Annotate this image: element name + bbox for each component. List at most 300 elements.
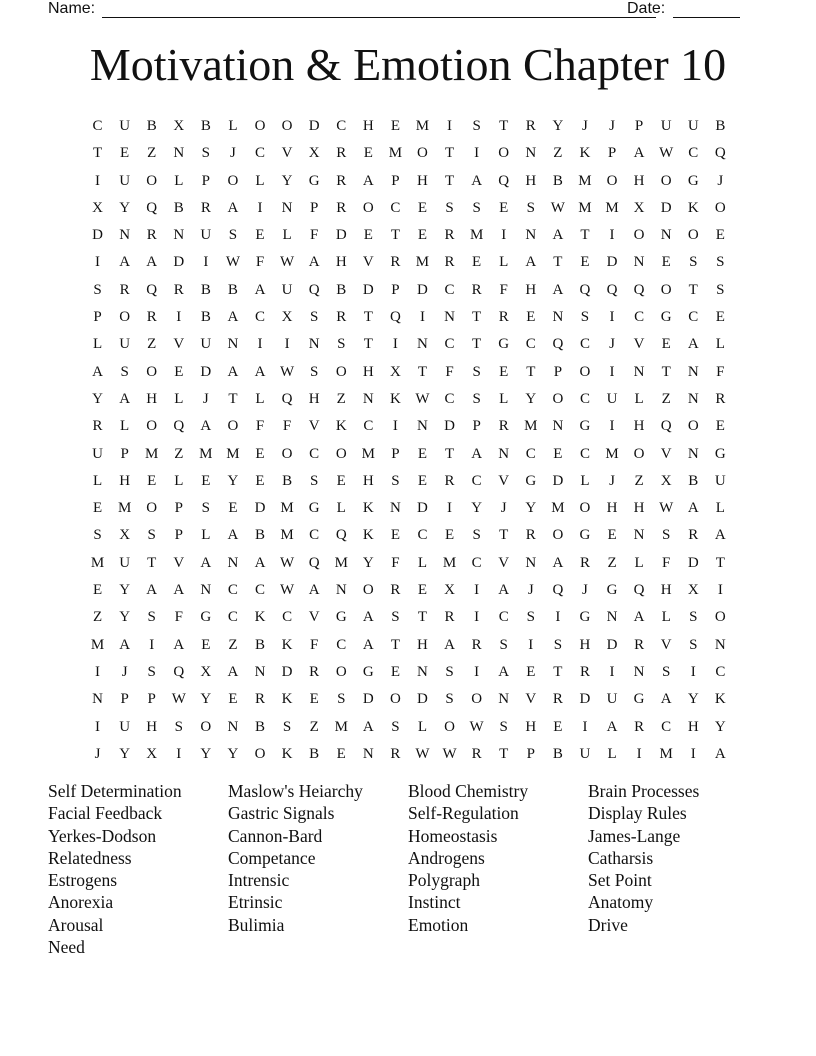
grid-letter: B	[688, 472, 699, 489]
grid-letter: G	[498, 336, 510, 353]
grid-letter: N	[552, 418, 564, 435]
grid-letter: S	[309, 363, 319, 380]
grid-letter: C	[661, 718, 672, 735]
grid-letter: A	[92, 363, 103, 380]
grid-letter: K	[687, 199, 699, 216]
grid-letter: C	[525, 336, 536, 353]
grid-letter: R	[471, 745, 482, 762]
grid-letter: L	[120, 418, 130, 435]
grid-letter: B	[336, 281, 347, 298]
word-list-item: Self-Regulation	[408, 803, 519, 824]
grid-letter: A	[173, 582, 185, 599]
grid-letter: T	[363, 309, 373, 326]
grid-letter: I	[447, 118, 453, 134]
grid-letter: R	[146, 309, 157, 326]
grid-letter: E	[417, 582, 428, 599]
grid-letter: S	[391, 609, 400, 626]
grid-letter: L	[174, 172, 184, 189]
grid-letter: Q	[660, 418, 672, 435]
grid-letter: E	[499, 199, 509, 216]
word-list-item: Gastric Signals	[228, 803, 335, 824]
grid-letter: C	[498, 609, 509, 626]
grid-letter: O	[335, 445, 347, 462]
grid-letter: P	[472, 418, 481, 435]
grid-letter: J	[582, 118, 588, 134]
grid-letter: H	[579, 636, 591, 653]
grid-letter: S	[526, 609, 535, 626]
grid-letter: U	[119, 336, 131, 353]
grid-letter: Z	[336, 390, 346, 407]
grid-letter: S	[391, 472, 400, 489]
grid-letter: H	[525, 281, 537, 298]
grid-letter: U	[119, 554, 131, 571]
grid-letter: C	[525, 445, 536, 462]
grid-letter: I	[392, 336, 398, 353]
grid-letter: E	[390, 527, 400, 544]
grid-letter: C	[336, 118, 347, 134]
grid-letter: R	[552, 691, 563, 708]
word-list-item: Instinct	[408, 892, 461, 913]
grid-letter: C	[688, 145, 699, 162]
grid-letter: D	[606, 254, 618, 271]
grid-letter: M	[469, 227, 484, 244]
grid-letter: E	[580, 254, 590, 271]
grid-letter: E	[228, 691, 238, 708]
grid-letter: V	[498, 554, 510, 571]
grid-row	[84, 140, 734, 167]
grid-letter: C	[471, 554, 482, 571]
grid-letter: H	[687, 718, 699, 735]
grid-letter: R	[390, 745, 401, 762]
grid-letter: A	[362, 636, 374, 653]
grid-letter: M	[388, 145, 403, 162]
grid-letter: T	[472, 309, 482, 326]
grid-letter: P	[93, 309, 102, 326]
grid-letter: P	[174, 527, 183, 544]
grid-letter: O	[146, 363, 158, 380]
grid-letter: T	[499, 118, 509, 134]
grid-letter: I	[447, 500, 453, 517]
grid-letter: R	[444, 227, 455, 244]
grid-letter: R	[336, 145, 347, 162]
grid-letter: E	[228, 500, 238, 517]
grid-letter: E	[92, 500, 103, 517]
grid-letter: S	[499, 718, 508, 735]
grid-letter: R	[146, 227, 157, 244]
word-list-item: Arousal	[48, 914, 104, 935]
grid-letter: T	[580, 227, 590, 244]
grid-letter: D	[552, 472, 564, 489]
grid-letter: U	[119, 718, 131, 735]
grid-letter: J	[500, 500, 507, 517]
grid-letter: N	[335, 582, 347, 599]
grid-letter: N	[119, 227, 131, 244]
grid-letter: N	[633, 663, 645, 680]
grid-letter: S	[553, 636, 563, 653]
grid-letter: I	[176, 745, 182, 762]
grid-letter: N	[552, 309, 564, 326]
grid-letter: E	[255, 472, 265, 489]
grid-letter: O	[471, 691, 483, 708]
grid-letter: D	[687, 554, 699, 571]
word-list-item: Homeostasis	[408, 825, 498, 846]
grid-letter: T	[417, 363, 428, 380]
grid-letter: R	[579, 554, 590, 571]
grid-letter: O	[254, 745, 266, 762]
grid-letter: P	[607, 145, 617, 162]
grid-letter: C	[227, 582, 238, 599]
name-line	[102, 17, 656, 18]
grid-letter: E	[201, 472, 211, 489]
grid-letter: M	[334, 718, 348, 735]
grid-letter: J	[527, 582, 534, 599]
word-list-item: Polygraph	[408, 870, 480, 891]
grid-letter: T	[715, 554, 725, 571]
grid-letter: C	[444, 336, 455, 353]
grid-letter: I	[609, 227, 615, 244]
grid-letter: A	[227, 363, 239, 380]
grid-letter: Y	[552, 118, 564, 134]
grid-letter: O	[552, 527, 564, 544]
grid-letter: C	[579, 336, 590, 353]
grid-letter: C	[92, 118, 103, 134]
grid-letter: R	[525, 118, 536, 134]
grid-letter: S	[716, 254, 725, 271]
grid-letter: S	[93, 527, 102, 544]
word-list-item: Relatedness	[48, 847, 132, 868]
grid-letter: D	[254, 500, 266, 517]
grid-letter: A	[119, 390, 131, 407]
grid-letter: A	[254, 281, 266, 298]
grid-letter: D	[660, 199, 672, 216]
grid-letter: L	[661, 609, 671, 626]
grid-letter: T	[553, 254, 563, 271]
grid-letter: O	[362, 199, 374, 216]
grid-letter: H	[633, 500, 645, 517]
grid-letter: H	[633, 172, 645, 189]
grid-letter: A	[308, 254, 320, 271]
grid-letter: D	[92, 227, 103, 244]
grid-letter: N	[714, 636, 726, 653]
grid-letter: S	[337, 336, 346, 353]
grid-letter: I	[95, 172, 101, 189]
grid-letter: R	[309, 663, 320, 680]
word-list-item: Competance	[228, 847, 316, 868]
grid-letter: B	[255, 718, 266, 735]
grid-letter: A	[227, 199, 239, 216]
grid-letter: A	[471, 445, 483, 462]
grid-letter: D	[606, 636, 618, 653]
grid-letter: E	[661, 336, 671, 353]
grid-letter: I	[474, 145, 480, 162]
grid-letter: U	[579, 745, 591, 762]
grid-letter: L	[634, 390, 644, 407]
word-list-item: Blood Chemistry	[408, 781, 529, 801]
grid-letter: Z	[92, 609, 103, 626]
grid-letter: S	[201, 145, 211, 162]
grid-row	[84, 550, 734, 577]
grid-letter: C	[390, 199, 401, 216]
word-list-item: Bulimia	[228, 914, 285, 935]
grid-letter: C	[579, 445, 590, 462]
grid-letter: B	[552, 745, 563, 762]
grid-letter: Q	[146, 199, 158, 216]
grid-letter: H	[308, 390, 320, 407]
grid-letter: H	[119, 472, 131, 489]
grid-letter: H	[362, 363, 374, 380]
grid-letter: S	[147, 527, 156, 544]
grid-letter: Y	[227, 472, 239, 489]
grid-letter: O	[119, 309, 131, 326]
grid-letter: M	[361, 445, 375, 462]
grid-letter: O	[417, 145, 428, 162]
grid-letter: H	[417, 172, 428, 189]
grid-letter: H	[146, 718, 158, 735]
grid-letter: Y	[119, 609, 131, 626]
grid-letter: S	[201, 500, 211, 517]
grid-letter: E	[553, 445, 563, 462]
grid-letter: O	[227, 418, 239, 435]
grid-letter: J	[717, 172, 724, 189]
grid-letter: O	[633, 227, 645, 244]
grid-letter: L	[255, 390, 265, 407]
grid-letter: Y	[525, 500, 537, 517]
grid-letter: Y	[227, 745, 239, 762]
grid-letter: A	[444, 636, 455, 653]
grid-letter: L	[417, 718, 428, 735]
grid-letter: P	[391, 445, 400, 462]
grid-letter: H	[335, 254, 347, 271]
grid-letter: E	[526, 663, 536, 680]
grid-letter: O	[227, 172, 239, 189]
grid-letter: M	[578, 199, 592, 216]
grid-letter: C	[255, 582, 266, 599]
grid-letter: L	[255, 172, 265, 189]
grid-letter: V	[308, 418, 320, 435]
grid-letter: O	[579, 500, 591, 517]
grid-letter: K	[335, 418, 347, 435]
grid-letter: E	[255, 445, 265, 462]
grid-letter: T	[499, 527, 509, 544]
grid-letter: S	[472, 118, 481, 134]
grid-letter: S	[662, 663, 671, 680]
grid-letter: R	[471, 281, 482, 298]
grid-letter: P	[309, 199, 319, 216]
grid-letter: F	[499, 281, 508, 298]
grid-letter: Z	[147, 145, 157, 162]
grid-letter: L	[228, 118, 238, 134]
grid-letter: I	[636, 745, 642, 762]
grid-letter: S	[472, 390, 481, 407]
grid-letter: G	[200, 609, 212, 626]
grid-letter: C	[634, 309, 645, 326]
grid-row	[84, 441, 734, 468]
grid-letter: L	[607, 745, 617, 762]
grid-letter: A	[119, 636, 131, 653]
grid-letter: N	[308, 336, 320, 353]
grid-row	[84, 468, 734, 495]
grid-letter: N	[687, 445, 699, 462]
grid-letter: M	[659, 745, 673, 762]
grid-letter: Q	[552, 336, 564, 353]
grid-letter: I	[609, 418, 615, 435]
grid-letter: B	[552, 172, 563, 189]
grid-letter: N	[362, 745, 374, 762]
grid-letter: E	[715, 418, 725, 435]
grid-letter: J	[202, 390, 209, 407]
grid-row	[84, 359, 734, 386]
grid-letter: E	[363, 227, 373, 244]
grid-letter: T	[688, 281, 698, 298]
grid-letter: M	[605, 445, 619, 462]
grid-letter: K	[389, 390, 401, 407]
grid-letter: Q	[579, 281, 591, 298]
grid-letter: F	[282, 418, 292, 435]
grid-row	[84, 659, 734, 686]
grid-letter: L	[201, 527, 211, 544]
grid-letter: S	[689, 609, 698, 626]
grid-letter: S	[662, 527, 671, 544]
grid-letter: R	[444, 472, 455, 489]
grid-letter: Y	[687, 691, 699, 708]
grid-letter: W	[415, 745, 430, 762]
grid-letter: I	[257, 336, 263, 353]
grid-letter: J	[94, 745, 101, 762]
word-search-grid	[84, 113, 734, 768]
grid-letter: L	[417, 554, 428, 571]
grid-row	[84, 577, 734, 604]
grid-letter: I	[690, 745, 696, 762]
grid-row	[84, 714, 734, 741]
grid-row	[84, 495, 734, 522]
grid-letter: J	[609, 118, 615, 134]
grid-letter: P	[634, 118, 644, 134]
grid-letter: K	[362, 500, 374, 517]
grid-letter: D	[444, 418, 455, 435]
grid-letter: A	[227, 527, 239, 544]
grid-letter: G	[579, 527, 591, 544]
grid-letter: S	[526, 199, 535, 216]
grid-letter: W	[171, 691, 186, 708]
grid-letter: L	[499, 254, 509, 271]
grid-letter: P	[391, 281, 400, 298]
grid-letter: A	[173, 636, 185, 653]
grid-letter: F	[309, 227, 319, 244]
grid-letter: C	[363, 418, 374, 435]
grid-letter: Z	[661, 390, 671, 407]
grid-letter: D	[417, 281, 428, 298]
grid-letter: S	[445, 663, 454, 680]
grid-letter: N	[633, 527, 645, 544]
grid-letter: O	[660, 281, 672, 298]
grid-letter: T	[526, 363, 536, 380]
grid-letter: H	[525, 172, 537, 189]
grid-letter: A	[200, 554, 212, 571]
grid-letter: J	[121, 663, 128, 680]
grid-letter: W	[280, 582, 295, 599]
grid-letter: L	[634, 554, 644, 571]
grid-letter: N	[660, 227, 672, 244]
grid-letter: W	[225, 254, 241, 271]
grid-letter: O	[254, 118, 266, 134]
grid-letter: K	[362, 527, 374, 544]
grid-letter: T	[444, 145, 455, 162]
grid-letter: P	[391, 172, 400, 189]
grid-letter: F	[445, 363, 454, 380]
grid-letter: O	[687, 418, 699, 435]
grid-letter: S	[472, 363, 481, 380]
grid-letter: L	[715, 500, 725, 517]
grid-letter: S	[282, 718, 292, 735]
grid-letter: Q	[308, 554, 320, 571]
grid-letter: U	[687, 118, 699, 134]
word-list-item: Etrinsic	[228, 892, 283, 913]
grid-letter: D	[335, 227, 347, 244]
grid-letter: T	[661, 363, 671, 380]
grid-letter: S	[93, 281, 102, 298]
page-title: Motivation & Emotion Chapter 10	[89, 39, 727, 90]
grid-letter: Q	[606, 281, 618, 298]
word-list-item: Facial Feedback	[48, 803, 163, 824]
grid-letter: S	[120, 363, 129, 380]
grid-letter: E	[499, 363, 509, 380]
grid-letter: V	[498, 472, 510, 489]
grid-letter: D	[417, 500, 428, 517]
grid-letter: Z	[228, 636, 238, 653]
grid-letter: M	[117, 500, 132, 517]
grid-letter: W	[280, 363, 295, 380]
grid-letter: C	[444, 281, 455, 298]
grid-row	[84, 249, 734, 276]
grid-letter: H	[660, 582, 672, 599]
grid-letter: Q	[552, 582, 564, 599]
grid-letter: N	[417, 418, 428, 435]
grid-letter: A	[362, 718, 374, 735]
grid-letter: G	[714, 445, 726, 462]
grid-letter: E	[390, 118, 400, 134]
grid-letter: I	[176, 309, 182, 326]
grid-letter: C	[336, 636, 347, 653]
grid-letter: N	[92, 691, 103, 708]
grid-letter: W	[469, 718, 484, 735]
grid-letter: A	[200, 418, 212, 435]
grid-letter: D	[281, 663, 293, 680]
grid-letter: O	[498, 145, 510, 162]
grid-letter: A	[227, 663, 239, 680]
grid-letter: S	[689, 636, 698, 653]
grid-letter: I	[149, 636, 155, 653]
grid-letter: N	[498, 445, 510, 462]
grid-letter: E	[715, 309, 725, 326]
grid-letter: V	[633, 336, 645, 353]
grid-letter: U	[119, 118, 131, 134]
word-list-item: Yerkes-Dodson	[48, 825, 157, 846]
grid-letter: N	[254, 663, 266, 680]
grid-row	[84, 331, 734, 358]
grid-letter: I	[690, 663, 696, 680]
grid-letter: Q	[633, 281, 645, 298]
grid-letter: X	[146, 745, 158, 762]
grid-letter: D	[417, 691, 428, 708]
grid-letter: U	[92, 445, 103, 462]
grid-letter: P	[120, 691, 129, 708]
grid-letter: I	[501, 227, 507, 244]
grid-letter: I	[474, 582, 480, 599]
grid-letter: M	[442, 554, 457, 571]
grid-letter: S	[499, 636, 508, 653]
grid-letter: R	[119, 281, 130, 298]
grid-letter: U	[606, 390, 618, 407]
